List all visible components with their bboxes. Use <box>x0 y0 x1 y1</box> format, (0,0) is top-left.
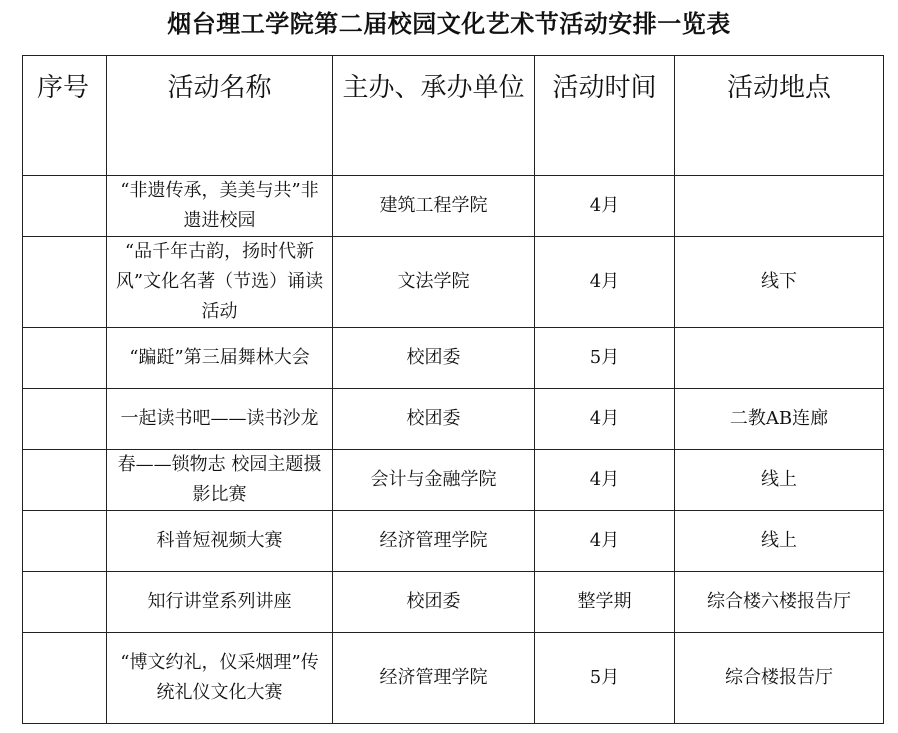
cell-name: “蹁跹”第三届舞林大会 <box>107 328 333 389</box>
table-row <box>23 450 884 511</box>
table-row <box>23 572 884 633</box>
header-time: 活动时间 <box>535 56 675 176</box>
cell-seq <box>23 511 107 572</box>
cell-name: “品千年古韵，扬时代新风”文化名著（节选）诵读活动 <box>107 237 333 328</box>
cell-seq <box>23 328 107 389</box>
cell-organizer: 经济管理学院 <box>333 511 535 572</box>
cell-location <box>675 328 884 389</box>
cell-name: 知行讲堂系列讲座 <box>107 572 333 633</box>
cell-organizer: 会计与金融学院 <box>333 450 535 511</box>
cell-location: 线上 <box>675 511 884 572</box>
cell-organizer: 校团委 <box>333 328 535 389</box>
cell-location: 综合楼报告厅 <box>675 633 884 724</box>
cell-name: 一起读书吧——读书沙龙 <box>107 389 333 450</box>
table-row <box>23 633 884 724</box>
header-organizer: 主办、承办单位 <box>333 56 535 176</box>
cell-location: 线下 <box>675 237 884 328</box>
cell-time: 4月 <box>535 450 675 511</box>
cell-seq <box>23 450 107 511</box>
cell-name: 春——锁物志 校园主题摄影比赛 <box>107 450 333 511</box>
activity-schedule-table <box>22 55 884 724</box>
table-row <box>23 328 884 389</box>
cell-organizer: 建筑工程学院 <box>333 176 535 237</box>
table-row <box>23 237 884 328</box>
cell-location: 线上 <box>675 450 884 511</box>
cell-time: 4月 <box>535 511 675 572</box>
cell-seq <box>23 572 107 633</box>
table-row <box>23 389 884 450</box>
cell-location: 二教AB连廊 <box>675 389 884 450</box>
cell-seq <box>23 389 107 450</box>
cell-seq <box>23 633 107 724</box>
cell-time: 4月 <box>535 176 675 237</box>
cell-location: 综合楼六楼报告厅 <box>675 572 884 633</box>
header-location: 活动地点 <box>675 56 884 176</box>
table-row <box>23 511 884 572</box>
cell-organizer: 校团委 <box>333 389 535 450</box>
header-seq: 序号 <box>23 56 107 176</box>
cell-organizer: 经济管理学院 <box>333 633 535 724</box>
cell-name: 科普短视频大赛 <box>107 511 333 572</box>
table-row <box>23 176 884 237</box>
cell-organizer: 校团委 <box>333 572 535 633</box>
cell-seq <box>23 176 107 237</box>
cell-location <box>675 176 884 237</box>
cell-organizer: 文法学院 <box>333 237 535 328</box>
header-name: 活动名称 <box>107 56 333 176</box>
cell-seq <box>23 237 107 328</box>
cell-time: 4月 <box>535 389 675 450</box>
cell-time: 4月 <box>535 237 675 328</box>
table-header-row <box>23 56 884 176</box>
cell-time: 5月 <box>535 633 675 724</box>
cell-time: 整学期 <box>535 572 675 633</box>
cell-name: “非遗传承，美美与共”非遗进校园 <box>107 176 333 237</box>
page-title: 烟台理工学院第二届校园文化艺术节活动安排一览表 <box>167 9 731 38</box>
cell-time: 5月 <box>535 328 675 389</box>
cell-name: “博文约礼，仪采烟理”传统礼仪文化大赛 <box>107 633 333 724</box>
